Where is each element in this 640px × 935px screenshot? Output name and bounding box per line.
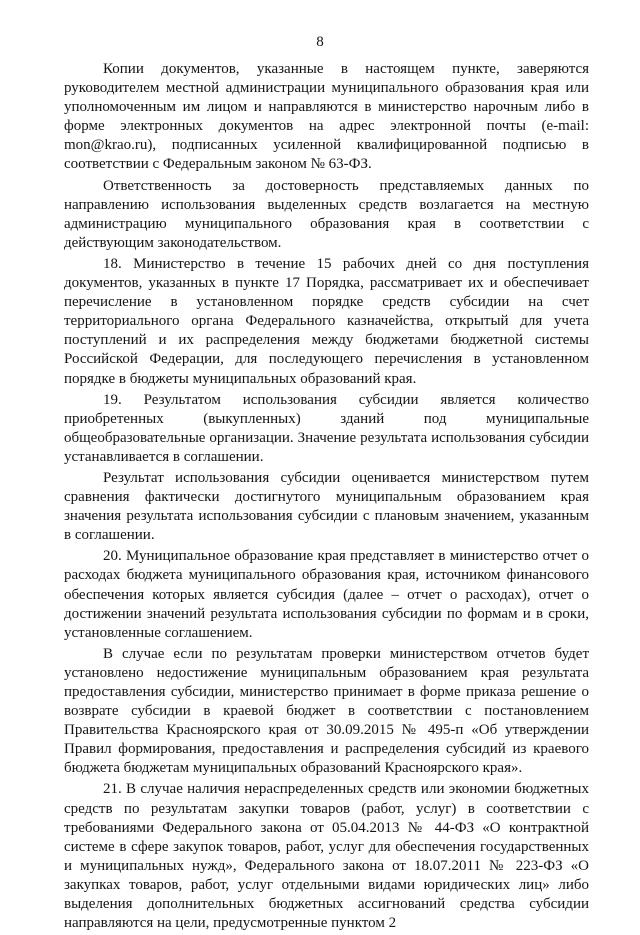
paragraph-20-reports: 20. Муниципальное образование края представляет в министерство отчет о расходах бюджета муниципального образования края, источником финансового обеспечения которых является субсидия (далее – отчет о расходах), отчет о достижении значений результата использования субсидии по формам и в сроки, установленные соглашением. [64, 548, 589, 641]
page-number: 8 [316, 34, 324, 50]
paragraph-responsibility: Ответственность за достоверность представляемых данных по направлению использования выделенных средств возлагается на местную администрацию муниципального образования края в соответствии с действующим законодательством. [64, 177, 589, 251]
paragraph-19-result: 19. Результатом использования субсидии является количество приобретенных (выкупленных) зданий под муниципальные общеобразовательные организации. Значение результата использования субсидии устанавливается в соглашении. [64, 391, 589, 465]
paragraph-21-savings: 21. В случае наличия нераспределенных средств или экономии бюджетных средств по результатам закупки товаров (работ, услуг) в соответствии с требованиями Федерального закона от 05.04.2013 № 44-ФЗ «О контрактной системе в сфере закупок товаров, работ, услуг для обеспечения государственных и муниципальных нужд», Федерального закона от 18.07.2011 № 223-ФЗ «О закупках товаров, работ, услуг отдельными видами юридических лиц» либо выделения дополнительных бюджетных ассигнований средства субсидии направляются на цели, предусмотренные пунктом 2 [64, 781, 589, 932]
paragraph-return-decision: В случае если по результатам проверки министерством отчетов будет установлено недостижение муниципальным образованием края результата предоставления субсидии, министерство принимает в форме приказа решение о возврате субсидии в краевой бюджет в соответствии с постановлением Правительства Красноярского края от 30.09.2015 № 495-п «Об утверждении Правил формирования, предоставления и распределения субсидий из краевого бюджета бюджетам муниципальных образований Красноярского края». [64, 645, 589, 777]
paragraph-copies-certification: Копии документов, указанные в настоящем пункте, заверяются руководителем местной администрации муниципального образования края или уполномоченным им лицом и направляются в министерство нарочным либо в форме электронных документов на адрес электронной почты (e-mail: mon@krao.ru), подписанных усиленной квалифицированной подписью в соответствии с Федеральным законом № 63-ФЗ. [64, 61, 589, 173]
paragraph-18-transfer: 18. Министерство в течение 15 рабочих дней со дня поступления документов, указанных в пункте 17 Порядка, рассматривает их и обеспечивает перечисление в установленном порядке средств субсидии на счет территориального органа Федерального казначейства, открытый для учета поступлений и их распределения между бюджетами бюджетной системы Российской Федерации, для последующего перечисления в установленном порядке в бюджеты муниципальных образований края. [64, 255, 589, 387]
document-body [64, 60, 589, 935]
paragraph-result-evaluation: Результат использования субсидии оценивается министерством путем сравнения фактически достигнутого муниципальным образованием края значения результата использования субсидии с плановым значением, указанным в соглашении. [64, 469, 589, 544]
